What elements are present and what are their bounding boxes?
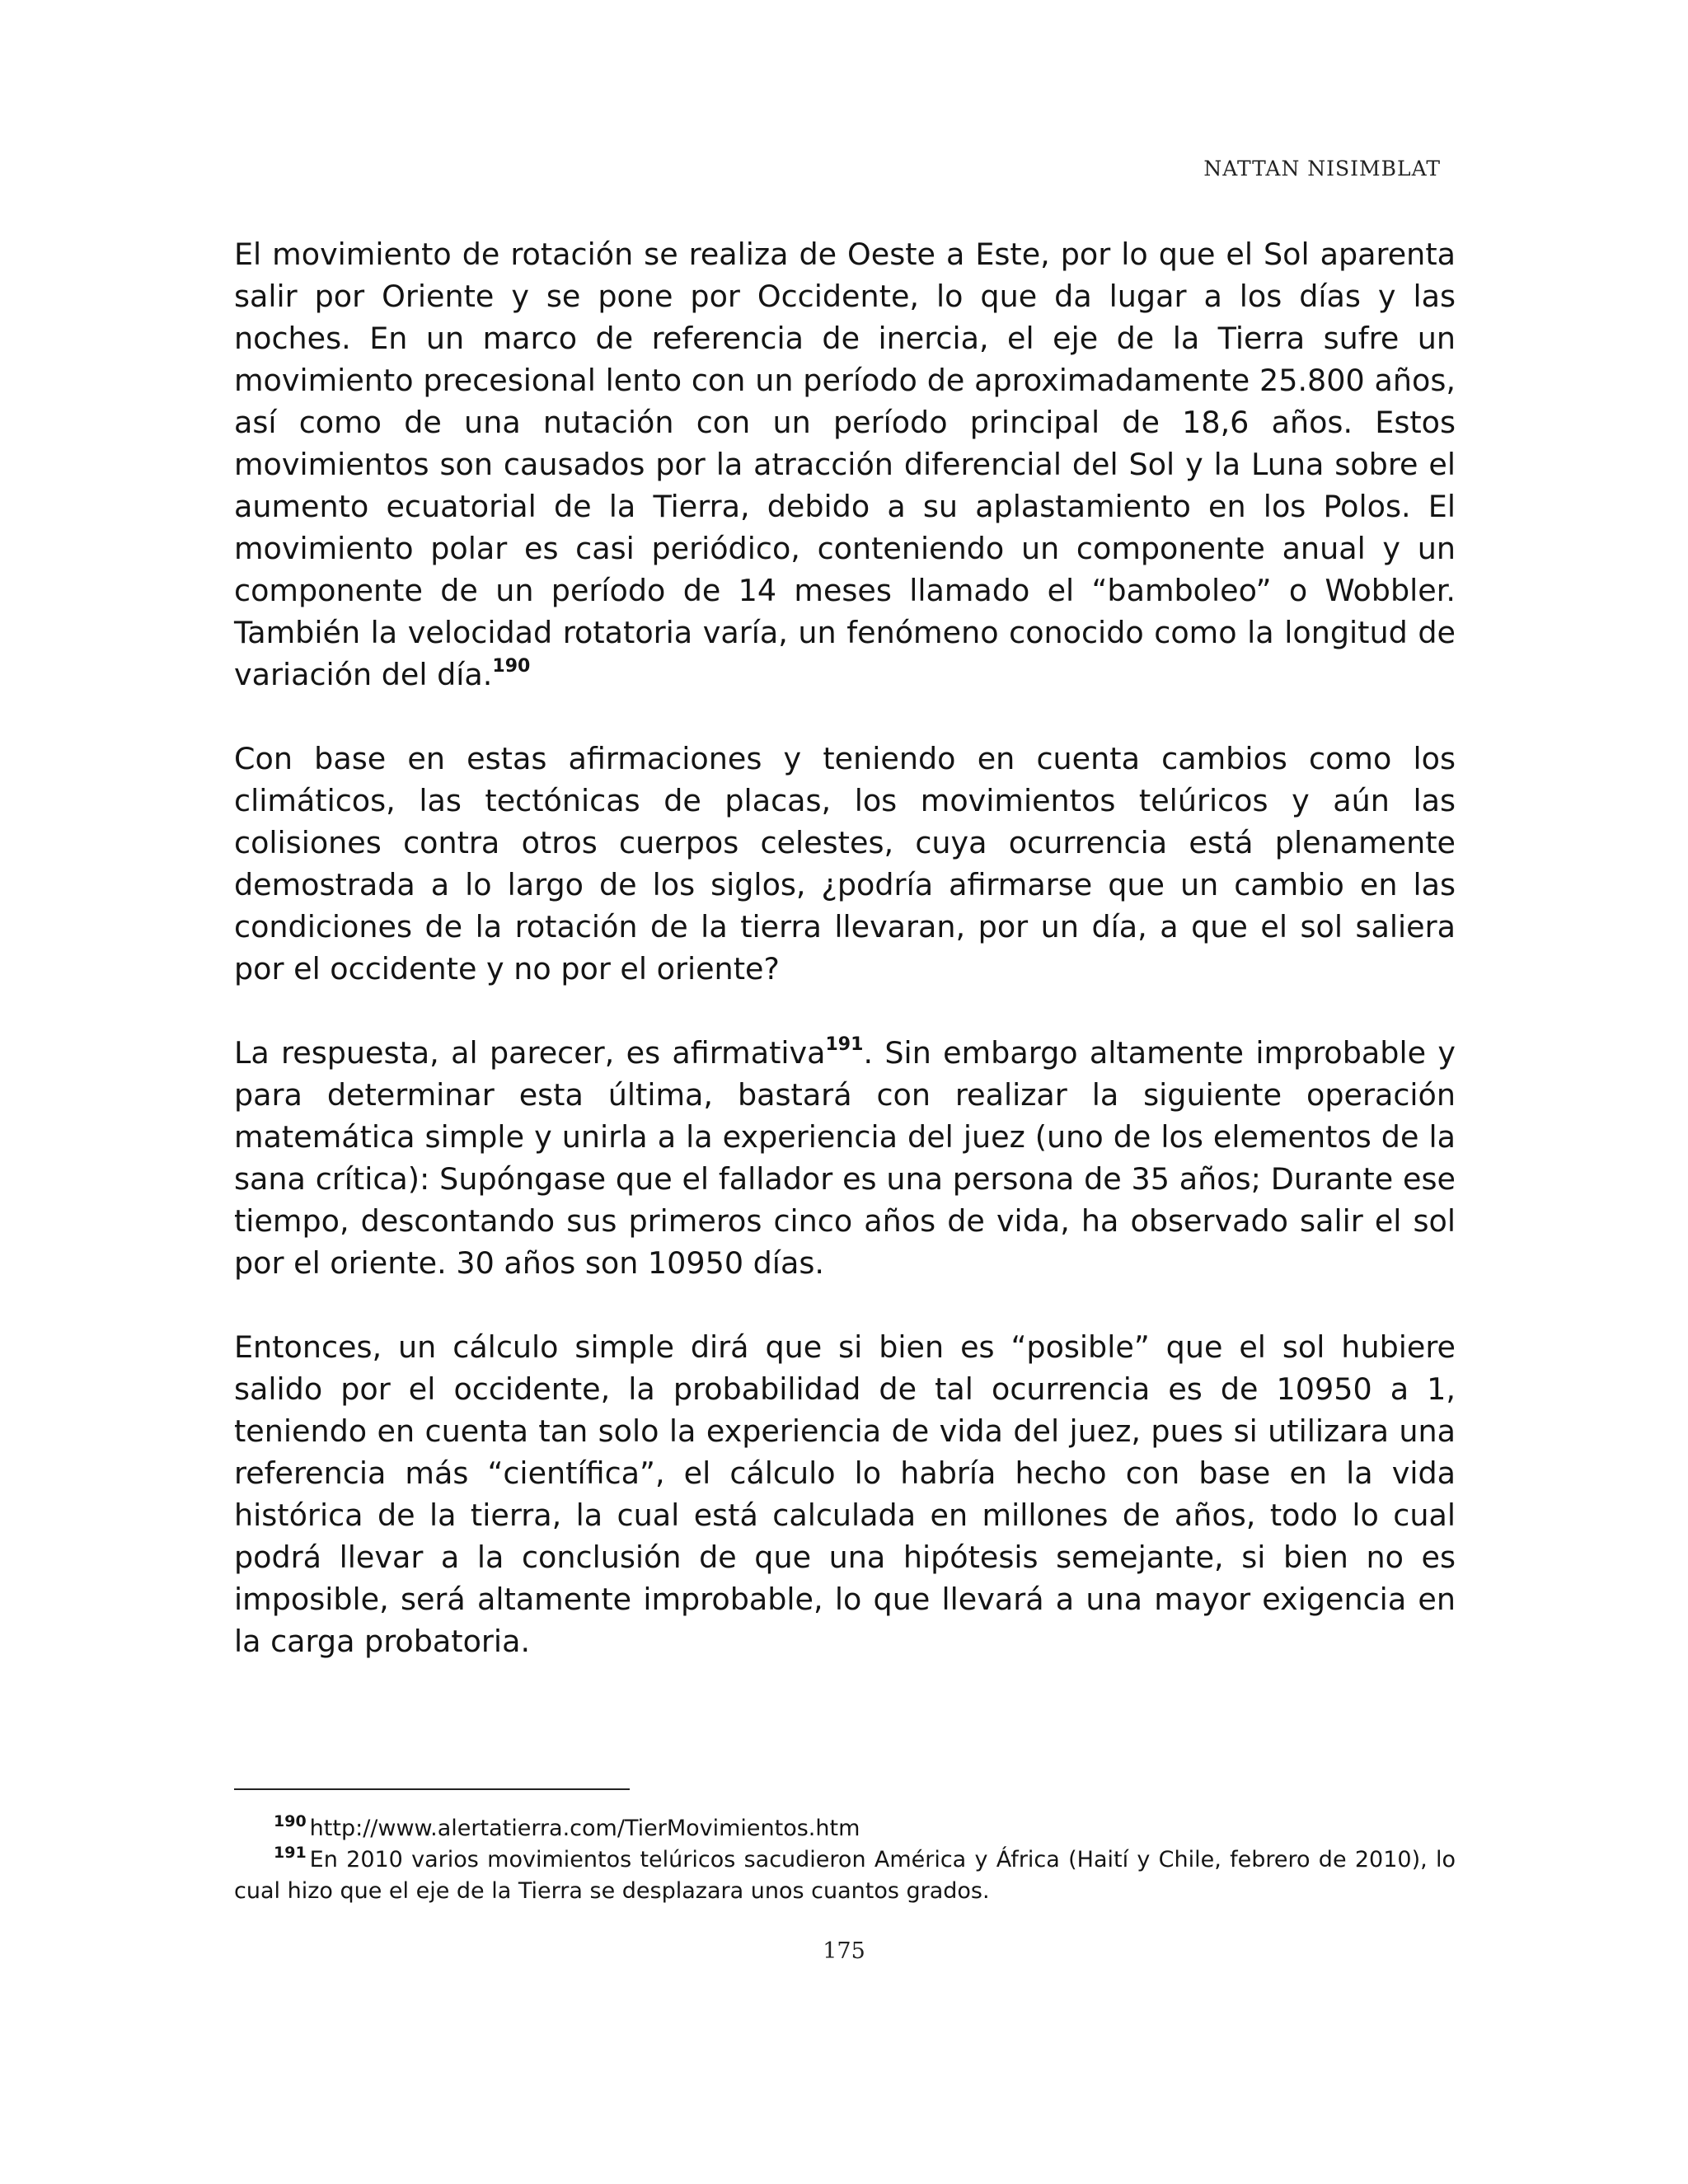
footnote-separator [234, 1788, 630, 1790]
paragraph-calculation [234, 1326, 1456, 1662]
paragraph-text-before: La respuesta, al parecer, es afirmativa [234, 1035, 826, 1071]
footnote-190 [234, 1813, 1456, 1844]
footnote-reference-190[interactable]: 190 [492, 656, 531, 677]
footnote-text: En 2010 varios movimientos telúricos sacudieron América y África (Haití y Chile, febrero de 2010), lo cual hizo que el eje de la Tierra se desplazara unos cuantos grados. [234, 1847, 1456, 1904]
body-text [234, 233, 1456, 1704]
footnote-reference-191[interactable]: 191 [825, 1034, 864, 1055]
paragraph-text: El movimiento de rotación se realiza de Oeste a Este, por lo que el Sol aparenta salir por Oriente y se pone por Occidente, lo que da lugar a los días y las noches. En un marco de referencia de inercia, el eje de la Tierra sufre un movimiento precesional lento con un período de aproximadamente 25.800 años, así como de una nutación con un período principal de 18,6 años. Estos movimientos son causados por la atracción diferencial del Sol y la Luna sobre el aumento ecuatorial de la Tierra, debido a su aplastamiento en los Polos. El movimiento polar es casi periódico, conteniendo un componente anual y un componente de un período de 14 meses llamado el “bamboleo” o Wobbler. También la velocidad rotatoria varía, un fenómeno conocido como la longitud de variación del día. [234, 237, 1456, 692]
footnote-number: 190 [274, 1812, 307, 1830]
paragraph-rotation [234, 233, 1456, 696]
footnote-link[interactable]: http://www.alertatierra.com/TierMovimientos.htm [309, 1816, 860, 1841]
footnotes [234, 1813, 1456, 1907]
paragraph-answer [234, 1032, 1456, 1284]
footnote-191 [234, 1844, 1456, 1907]
paragraph-text: Entonces, un cálculo simple dirá que si bien es “posible” que el sol hubiere salido por el occidente, la probabilidad de tal ocurrencia es de 10950 a 1, teniendo en cuenta tan solo la experiencia de vida del juez, pues si utilizara una referencia más “científica”, el cálculo lo habría hecho con base en la vida histórica de la tierra, la cual está calculada en millones de años, todo lo cual podrá llevar a la conclusión de que una hipótesis semejante, si bien no es imposible, será altamente improbable, lo que llevará a una mayor exigencia en la carga probatoria. [234, 1329, 1456, 1659]
paragraph-question [234, 738, 1456, 990]
page-number: 175 [823, 1938, 865, 1964]
footnote-number: 191 [274, 1844, 307, 1862]
running-header-author: NATTAN NISIMBLAT [1203, 157, 1441, 180]
paragraph-text: Con base en estas afirmaciones y teniendo en cuenta cambios como los climáticos, las tectónicas de placas, los movimientos telúricos y aún las colisiones contra otros cuerpos celestes, cuya ocurrencia está plenamente demostrada a lo largo de los siglos, ¿podría afirmarse que un cambio en las condiciones de la rotación de la tierra llevaran, por un día, a que el sol saliera por el occidente y no por el oriente? [234, 741, 1456, 987]
paragraph-text-after: . Sin embargo altamente improbable y para determinar esta última, bastará con realizar la siguiente operación matemática simple y unirla a la experiencia del juez (uno de los elementos de la sana crítica): Supóngase que el fallador es una persona de 35 años; Durante ese tiempo, descontando sus primeros cinco años de vida, ha observado salir el sol por el oriente. 30 años son 10950 días. [234, 1035, 1456, 1281]
